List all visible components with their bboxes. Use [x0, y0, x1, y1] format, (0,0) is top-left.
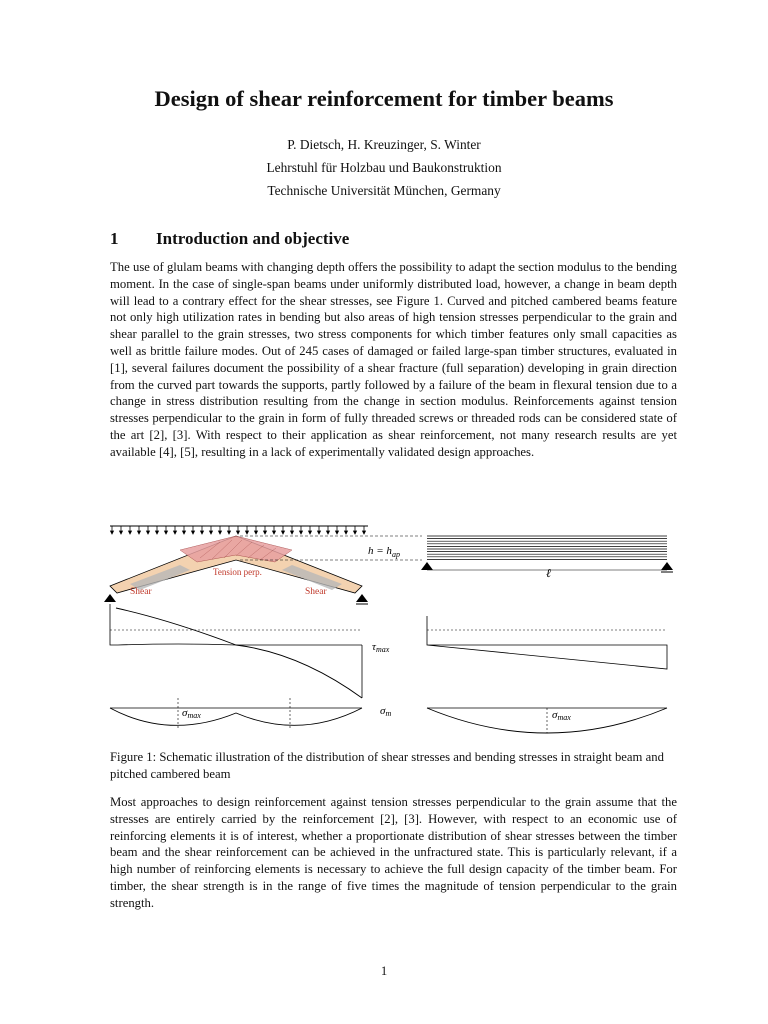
load-arrowhead — [237, 531, 240, 534]
straight-beam — [427, 536, 667, 559]
load-arrowhead — [228, 531, 231, 534]
section-title: Introduction and objective — [156, 229, 350, 248]
load-arrowhead — [174, 531, 177, 534]
page-number: 1 — [380, 964, 388, 978]
load-arrowhead — [210, 531, 213, 534]
support-right — [356, 594, 368, 602]
section-heading — [110, 229, 349, 249]
support-right-beam-right — [661, 562, 673, 570]
bending-curve-left — [110, 708, 362, 725]
svg-text:h = hap — [368, 545, 400, 559]
label-sigma-left-sub: max — [187, 711, 201, 720]
label-tension: Tension perp. — [213, 567, 262, 577]
figure-caption: Figure 1: Schematic illustration of the distribution of shear stresses and bending stresses in straight beam and pitched cambered beam — [110, 750, 664, 781]
load-arrowhead — [309, 531, 312, 534]
label-h: h = h — [368, 545, 392, 557]
label-sigma-mid-sub: m — [385, 709, 392, 718]
load-arrowhead — [327, 531, 330, 534]
svg-text:σmax — [552, 709, 571, 722]
load-arrowhead — [147, 531, 150, 534]
load-arrowhead — [336, 531, 339, 534]
figure-1 — [100, 518, 680, 740]
author-affiliation: Lehrstuhl für Holzbau und Baukonstruktion — [266, 160, 502, 175]
load-arrowhead — [345, 531, 348, 534]
label-tau-sub: max — [375, 645, 390, 654]
label-sigma-right: σ — [552, 709, 558, 721]
label-shear-right: Shear — [305, 587, 327, 597]
svg-text:σmax — [182, 707, 201, 720]
load-arrowhead — [192, 531, 195, 534]
load-arrowhead — [291, 531, 294, 534]
label-h-sub: ap — [391, 550, 400, 559]
shear-diagram-left — [110, 604, 236, 645]
paper-title: Design of shear reinforcement for timber beams — [154, 86, 614, 111]
paragraph-approaches: Most approaches to design reinforcement against tension stresses perpendicular to the grain assume that the stresses are entirely carried by the reinforcement [2], [3]. However, with respect to an economic use of reinforcing elements it is of interest, whether a proportionate distribution of shear stresses between the timber beam and the shear reinforcement can be achieved in the unfractured state. This is particularly relevant, if a high number of reinforcing elements is necessary to achieve the full design capacity of the timber beam. For timber, the shear strength is in the range of five times the magnitude of tension perpendicular to the grain strength. — [110, 795, 677, 910]
load-arrowhead — [363, 531, 366, 534]
load-arrowhead — [246, 531, 249, 534]
svg-text:τmax — [372, 641, 390, 654]
load-arrowhead — [129, 531, 132, 534]
support-left — [104, 594, 116, 602]
svg-text:σm — [380, 705, 391, 718]
shear-curve-left — [116, 608, 362, 698]
load-arrowhead — [219, 531, 222, 534]
load-arrowhead — [282, 531, 285, 534]
load-arrows-left — [111, 526, 366, 534]
load-arrowhead — [120, 531, 123, 534]
author-block — [0, 133, 768, 202]
label-sigma-right-sub: max — [557, 713, 571, 722]
load-arrowhead — [138, 531, 141, 534]
load-arrowhead — [183, 531, 186, 534]
support-right-beam-left — [421, 562, 433, 570]
label-tau: τ — [372, 641, 376, 653]
author-names: P. Dietsch, H. Kreuzinger, S. Winter — [287, 137, 481, 152]
label-sigma-left: σ — [182, 707, 188, 719]
load-arrowhead — [300, 531, 303, 534]
author-institution: Technische Universität München, Germany — [267, 183, 501, 198]
label-span: ℓ — [546, 566, 551, 580]
paragraph-intro: The use of glulam beams with changing depth offers the possibility to adapt the section modulus to the bending moment. In the case of single-span beams under uniformly distributed load, however, a change in beam depth will lead to a contrary effect for the shear stresses, see Figure 1. Curved and pitched cambered beams feature not only high utilization rates in bending but also areas of high tension stresses perpendicular to the grain and shear parallel to the grain stresses, two stress components for which timber features only small capacities as well as brittle failure modes. Out of 245 cases of damaged or failed large-span timber structures, evaluated in [1], several failures document the possibility of a shear fracture (full separation) developing in grain direction from the curved part towards the supports, partly followed by a failure of the beam in flexural tension due to a change in stress distribution resulting from the change in section modulus. Reinforcements against tension stresses perpendicular to the grain in form of fully threaded screws or threaded rods can be considered state of the art [2], [3]. With respect to their application as shear reinforcement, not many research results are yet available [4], [5], resulting in a lack of experimentally validated design approaches. — [110, 260, 677, 459]
load-arrowhead — [165, 531, 168, 534]
load-arrowhead — [273, 531, 276, 534]
load-arrowhead — [318, 531, 321, 534]
label-shear-left: Shear — [130, 587, 152, 597]
load-arrowhead — [255, 531, 258, 534]
section-number: 1 — [110, 229, 119, 248]
label-sigma-mid: σ — [380, 705, 386, 717]
shear-diagram-right — [427, 616, 667, 669]
load-arrowhead — [264, 531, 267, 534]
load-arrowhead — [354, 531, 357, 534]
load-arrowhead — [111, 531, 114, 534]
load-arrowhead — [156, 531, 159, 534]
load-arrowhead — [201, 531, 204, 534]
